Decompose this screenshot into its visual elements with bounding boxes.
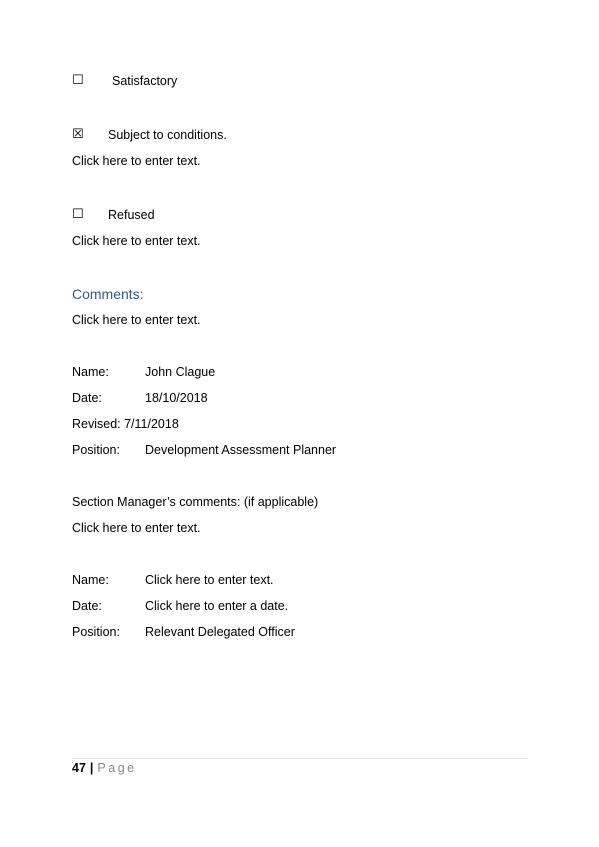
checkbox-subject-to-conditions[interactable]: ☒: [72, 127, 84, 142]
manager-name-field[interactable]: Click here to enter text.: [145, 573, 274, 587]
officer-date-value: 18/10/2018: [145, 391, 208, 405]
comments-text-field[interactable]: Click here to enter text.: [72, 313, 201, 327]
conditions-text-field[interactable]: Click here to enter text.: [72, 154, 201, 168]
officer-name-value: John Clague: [145, 365, 216, 379]
option-label-subject-to-conditions: Subject to conditions.: [108, 128, 227, 142]
checkbox-refused[interactable]: ☐: [72, 207, 84, 222]
manager-date-field[interactable]: Click here to enter a date.: [145, 599, 289, 613]
section-manager-comments-field[interactable]: Click here to enter text.: [72, 521, 201, 535]
officer-date-label: Date:: [72, 391, 102, 405]
refused-text-field[interactable]: Click here to enter text.: [72, 234, 201, 248]
comments-heading: Comments:: [72, 286, 144, 302]
manager-position-label: Position:: [72, 625, 120, 639]
section-manager-heading: Section Manager’s comments: (if applicable): [72, 495, 319, 509]
checkbox-satisfactory[interactable]: ☐: [72, 73, 84, 88]
officer-name-label: Name:: [72, 365, 109, 379]
footer-separator: |: [89, 761, 94, 775]
officer-revised-date: Revised: 7/11/2018: [72, 417, 179, 431]
option-label-refused: Refused: [108, 208, 155, 222]
manager-name-label: Name:: [72, 573, 109, 587]
option-label-satisfactory: Satisfactory: [112, 74, 178, 88]
page-word: Page: [97, 761, 137, 775]
footer-divider: [72, 758, 528, 759]
officer-position-label: Position:: [72, 443, 120, 457]
page-footer: [72, 761, 137, 775]
officer-position-value: Development Assessment Planner: [145, 443, 337, 457]
page-number: 47: [72, 761, 86, 775]
manager-position-value: Relevant Delegated Officer: [145, 625, 295, 639]
manager-date-label: Date:: [72, 599, 102, 613]
